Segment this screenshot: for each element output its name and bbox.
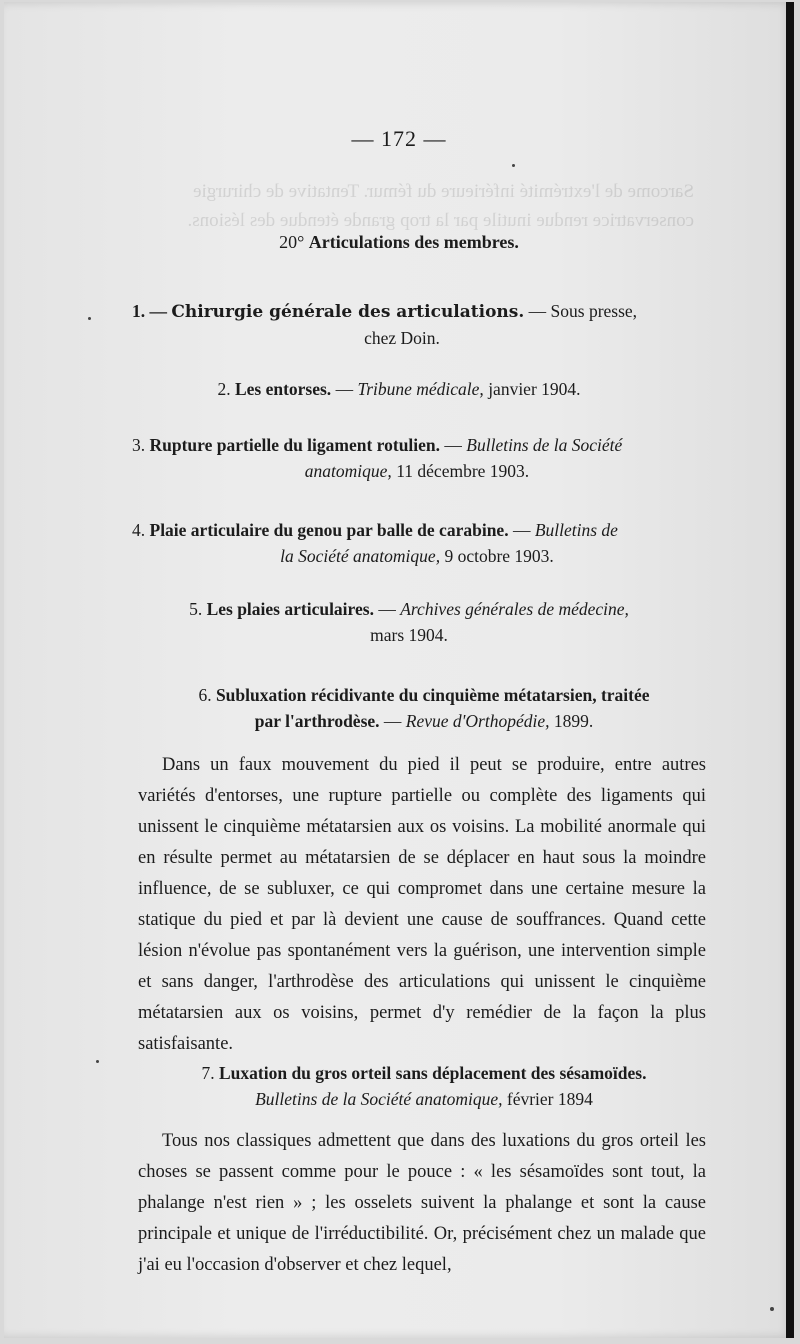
speck [96,1060,99,1063]
entry-2-title: Les entorses. [234,379,332,399]
entry-3-journal-cont: anatomique, [304,461,392,481]
entry-3-title: Rupture partielle du ligament rotulien. [149,435,441,455]
speck [770,1307,774,1311]
entry-7 [4,1060,794,1112]
entry-3-journal: Bulletins de la Société [466,435,623,455]
speck [512,164,515,167]
entry-6-journal: Revue d'Orthopédie, [405,711,550,731]
entry-2-number: 2. [217,379,231,399]
entry-4-title: Plaie articulaire du genou par balle de carabine. [149,520,509,540]
entry-3-date: 11 décembre 1903. [396,461,530,481]
entry-7-title: Luxation du gros orteil sans déplacement des sésamoïdes. [219,1063,647,1083]
paragraph-1: Dans un faux mouvement du pied il peut se produire, entre autres variétés d'entorses, une rupture partielle ou complète des ligaments qui unissent le cinquième métatarsien aux os voisins. La mobilité anormale qui en résulte permet au métatarsien de se déplacer en haut sous la moindre influence, de se subluxer, ce qui compromet dans une certaine mesure la statique du pied et par là devient une cause de souffrances. Quand cette lésion n'évolue pas spontanément vers la guérison, une intervention simple et sans danger, l'arthrodèse des articulations qui unissent le cinquième métatarsien aux os voisins, permet d'y remédier de la façon la plus satisfaisante. [138,755,706,1054]
section-number: 20° [279,232,305,252]
entry-2-date: janvier 1904. [488,379,581,399]
entry-1-number: 1. — [132,301,167,321]
entry-3-number: 3. [132,435,146,455]
document-page [4,2,794,1338]
entry-3 [132,432,712,484]
entry-3-dash: — [444,435,462,455]
entry-1-title: Chirurgie générale des articulations. [171,302,525,322]
entry-1-publisher: chez Doin. [364,328,440,348]
entry-1 [132,298,702,351]
entry-7-date: février 1894 [506,1089,593,1109]
speck [88,317,91,320]
entry-4-date: 9 octobre 1903. [444,546,554,566]
entry-6-title: Subluxation récidivante du cinquième métatarsien, traitée [215,685,650,705]
entry-5 [4,596,794,648]
entry-6-date: 1899. [553,711,594,731]
entry-2 [4,376,794,402]
entry-5-dash: — [378,599,396,619]
section-title: Articulations des membres. [308,232,519,252]
paragraph-2: Tous nos classiques admettent que dans des luxations du gros orteil les choses se passent comme pour le pouce : « les sésamoïdes sont tout, la phalange n'est rien » ; les osselets suivent la phalange et sont la cause principale et unique de l'irréductibilité. Or, précisément chez un malade que j'ai eu l'occasion d'observer et chez lequel, [138,1131,706,1275]
entry-6-title-cont: par l'arthrodèse. [254,711,380,731]
entry-5-date: mars 1904. [370,625,448,645]
entry-4 [132,517,712,569]
entry-5-title: Les plaies articulaires. [206,599,374,619]
entry-7-journal: Bulletins de la Société anatomique, [255,1089,503,1109]
entry-2-journal: Tribune médicale, [357,379,484,399]
entry-6 [4,682,794,734]
entry-4-number: 4. [132,520,146,540]
section-heading [4,232,794,253]
entry-7-number: 7. [201,1063,215,1083]
entry-6-number: 6. [198,685,212,705]
entry-4-journal: Bulletins de [534,520,618,540]
entry-4-journal-cont: la Société anatomique, [280,546,441,566]
page-edge [786,2,794,1338]
entry-5-journal: Archives générales de médecine, [400,599,629,619]
page-number: — 172 — [351,126,447,151]
entry-2-dash: — [335,379,354,399]
entry-5-number: 5. [189,599,203,619]
entry-4-dash: — [512,520,531,540]
entry-1-tail: — Sous presse, [528,301,638,321]
bleed-through-text: Sarcome de l'extrémité inférieure du fémur. Tentative de chirurgie conservatrice rendue inutile par la trop grande étendue des lésions. [187,181,694,231]
entry-6-dash: — [383,711,402,731]
